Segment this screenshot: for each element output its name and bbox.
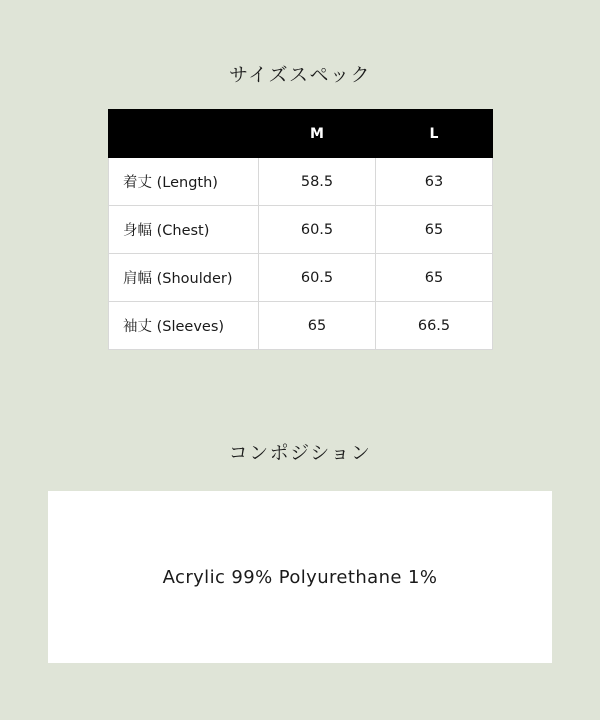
size-spec-table-head bbox=[109, 110, 493, 158]
table-row bbox=[109, 206, 493, 254]
size-spec-table-body bbox=[109, 158, 493, 350]
row-label-chest: 身幅 (Chest) bbox=[109, 206, 259, 254]
row-label-shoulder: 肩幅 (Shoulder) bbox=[109, 254, 259, 302]
table-row bbox=[109, 302, 493, 350]
row-label-sleeves: 袖丈 (Sleeves) bbox=[109, 302, 259, 350]
row-value-sleeves-l: 66.5 bbox=[376, 302, 493, 350]
row-value-sleeves-m: 65 bbox=[259, 302, 376, 350]
size-spec-section bbox=[0, 60, 600, 350]
size-spec-title: サイズスペック bbox=[229, 64, 371, 86]
table-header-l: L bbox=[376, 110, 493, 158]
table-row bbox=[109, 254, 493, 302]
size-spec-table-wrap bbox=[108, 109, 492, 350]
row-value-length-l: 63 bbox=[376, 158, 493, 206]
composition-card bbox=[48, 491, 552, 663]
table-header-row bbox=[109, 110, 493, 158]
composition-text: Acrylic 99% Polyurethane 1% bbox=[162, 566, 438, 588]
composition-section bbox=[0, 438, 600, 663]
table-row bbox=[109, 158, 493, 206]
row-value-length-m: 58.5 bbox=[259, 158, 376, 206]
row-value-chest-m: 60.5 bbox=[259, 206, 376, 254]
table-header-corner bbox=[109, 110, 259, 158]
row-value-shoulder-m: 60.5 bbox=[259, 254, 376, 302]
table-header-m: M bbox=[259, 110, 376, 158]
row-value-shoulder-l: 65 bbox=[376, 254, 493, 302]
row-value-chest-l: 65 bbox=[376, 206, 493, 254]
size-spec-table bbox=[108, 109, 493, 350]
row-label-length: 着丈 (Length) bbox=[109, 158, 259, 206]
composition-title: コンポジション bbox=[228, 442, 372, 464]
